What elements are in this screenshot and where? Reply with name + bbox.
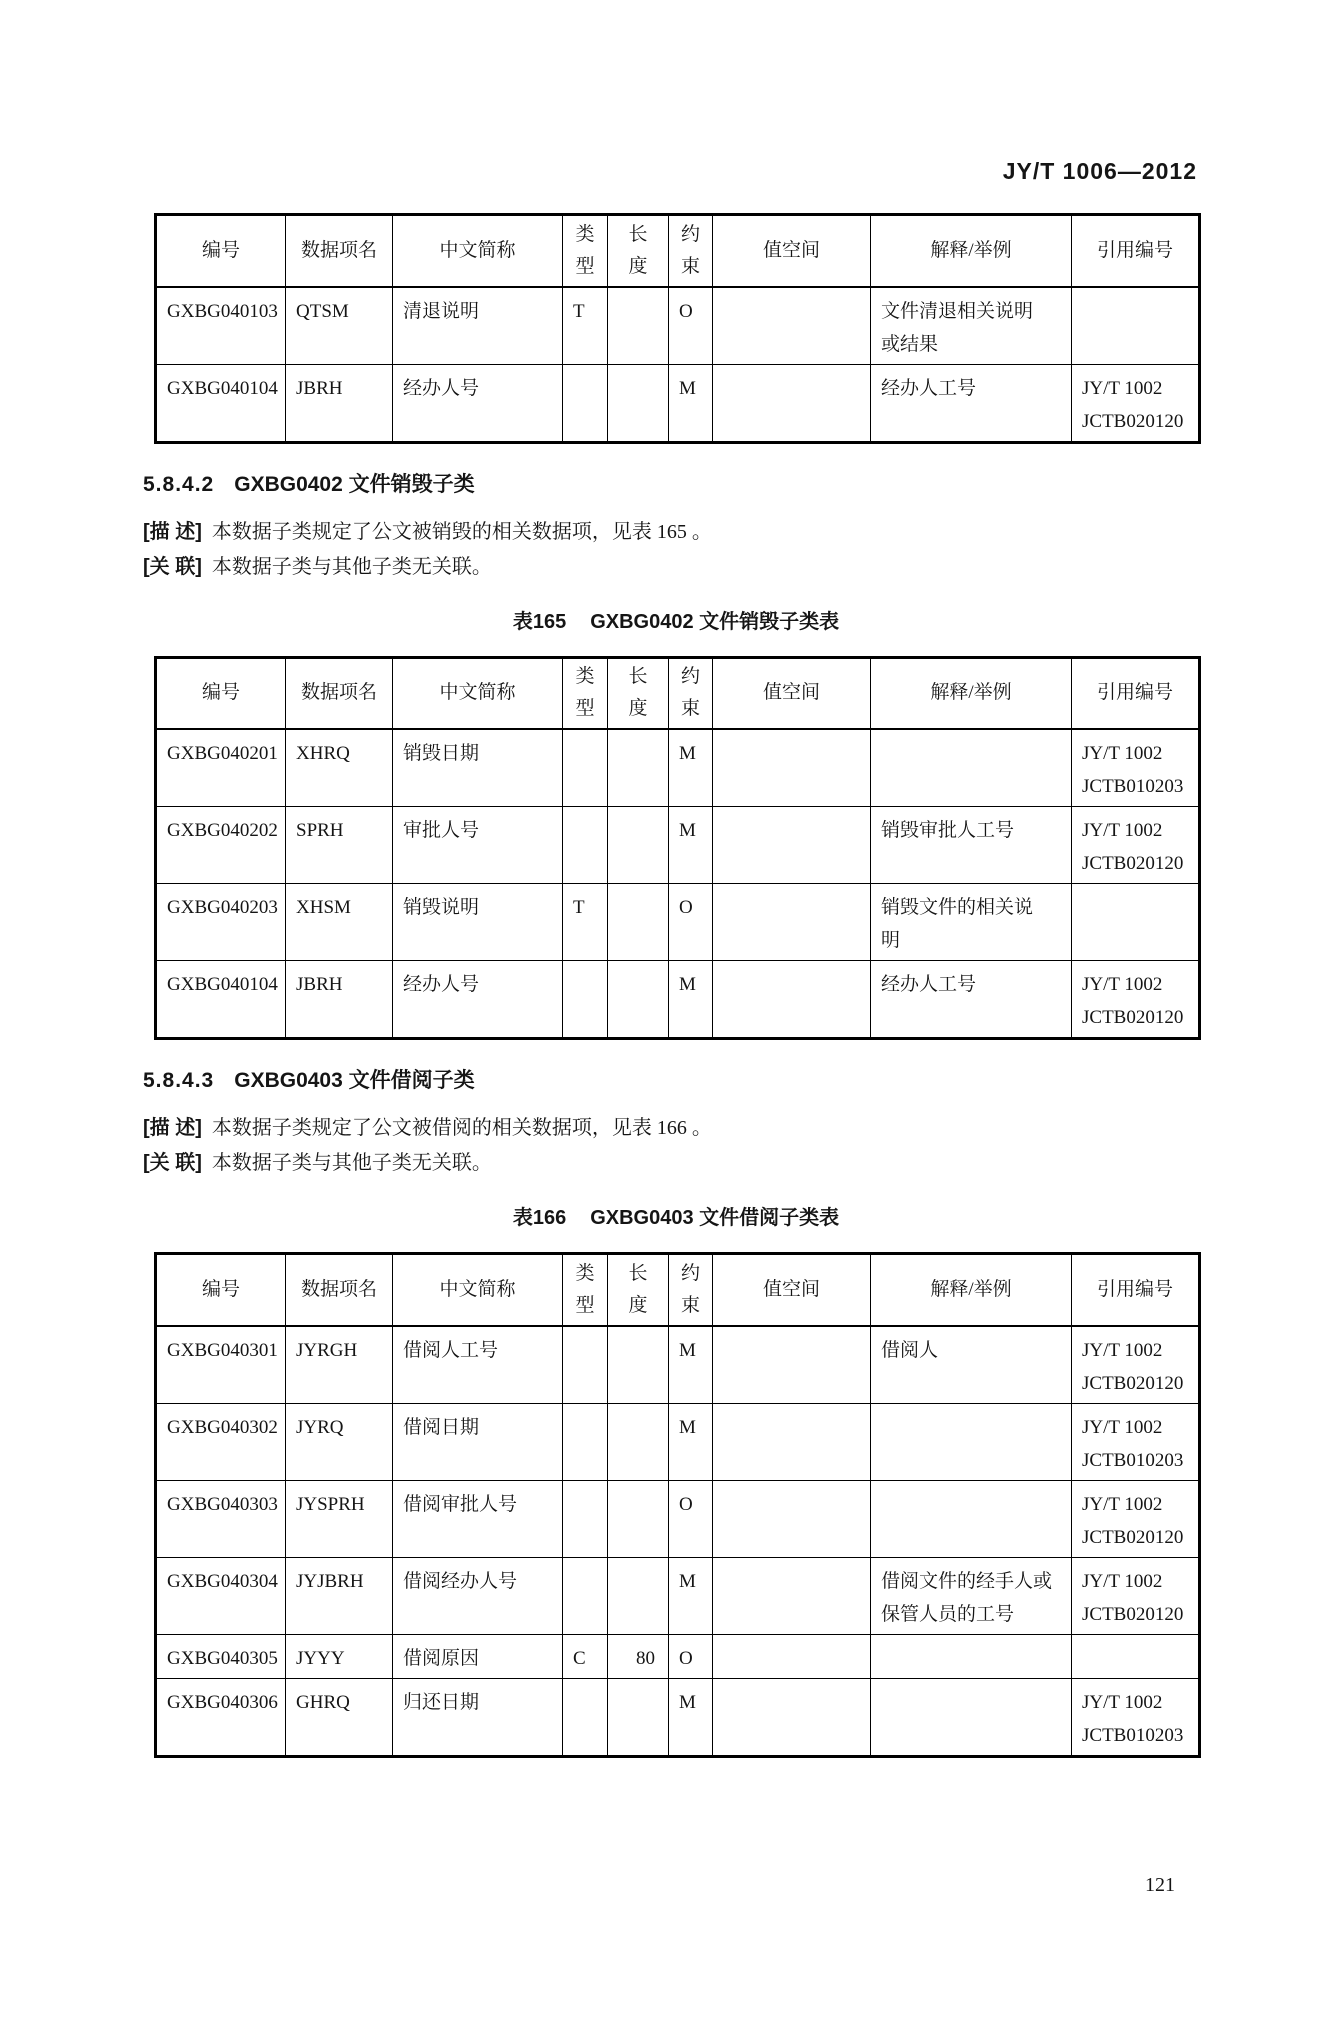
column-header: 编号	[156, 1254, 286, 1326]
table-row	[156, 364, 1200, 442]
table-cell: QTSM	[286, 287, 393, 365]
table-cell: C	[563, 1634, 608, 1678]
table-cell: XHSM	[286, 884, 393, 961]
table-cell: JY/T 1002 JCTB020120	[1072, 1480, 1200, 1557]
section-number: 5.8.4.2	[143, 472, 215, 496]
column-header: 解释/举例	[871, 1254, 1072, 1326]
table-cell: JY/T 1002 JCTB010203	[1072, 729, 1200, 807]
table-cell	[713, 1403, 871, 1480]
table-cell: 销毁文件的相关说 明	[871, 884, 1072, 961]
table-cell	[1072, 884, 1200, 961]
table-cell	[608, 1557, 669, 1634]
table-cell: 借阅经办人号	[393, 1557, 563, 1634]
table-cell	[871, 1634, 1072, 1678]
table-cell	[1072, 287, 1200, 365]
table-cell	[563, 729, 608, 807]
table-cell: GXBG040202	[156, 807, 286, 884]
description-text: 本数据子类规定了公文被借阅的相关数据项，见表 166 。	[211, 1117, 712, 1139]
relation-text: 本数据子类与其他子类无关联。	[211, 1152, 492, 1174]
table-row	[156, 729, 1200, 807]
table-cell	[563, 1480, 608, 1557]
table-cell: JY/T 1002 JCTB020120	[1072, 1326, 1200, 1404]
column-header: 约 束	[669, 1254, 713, 1326]
table-cell: JY/T 1002 JCTB020120	[1072, 961, 1200, 1039]
table-cell: GXBG040103	[156, 287, 286, 365]
table-header-row	[156, 657, 1200, 729]
table-cell: GXBG040303	[156, 1480, 286, 1557]
table-cell: M	[669, 961, 713, 1039]
table-cell	[608, 1480, 669, 1557]
table-cell	[713, 1326, 871, 1404]
table-cell: O	[669, 287, 713, 365]
table-cell: M	[669, 729, 713, 807]
table-row	[156, 807, 1200, 884]
page-number: 121	[1145, 1874, 1175, 1896]
table-row	[156, 1634, 1200, 1678]
table-cell	[563, 1678, 608, 1756]
table-cell: JYRGH	[286, 1326, 393, 1404]
table-cell: 文件清退相关说明 或结果	[871, 287, 1072, 365]
column-header: 编号	[156, 657, 286, 729]
table-cell: GXBG040104	[156, 364, 286, 442]
standard-number-header: JY/T 1006—2012	[1002, 158, 1197, 184]
table-cell: JYJBRH	[286, 1557, 393, 1634]
description-label: [描 述]	[143, 520, 202, 543]
table-cell: GXBG040201	[156, 729, 286, 807]
table-cell: GXBG040306	[156, 1678, 286, 1756]
table-cell: XHRQ	[286, 729, 393, 807]
table-cell: 借阅人	[871, 1326, 1072, 1404]
table-cell: 销毁说明	[393, 884, 563, 961]
relation-text: 本数据子类与其他子类无关联。	[211, 555, 492, 578]
section-title: GXBG0402 文件销毁子类	[234, 472, 475, 496]
table-cell: GXBG040301	[156, 1326, 286, 1404]
section-number: 5.8.4.3	[143, 1069, 215, 1092]
table-header-row	[156, 1254, 1200, 1326]
table-row	[156, 1557, 1200, 1634]
table-cell: JBRH	[286, 364, 393, 442]
table-cell: 经办人工号	[871, 961, 1072, 1039]
table-cell	[608, 729, 669, 807]
table-cell	[713, 807, 871, 884]
table-cell	[563, 1326, 608, 1404]
column-header: 数据项名	[286, 215, 393, 287]
table-cell: 经办人工号	[871, 364, 1072, 442]
table-cell	[563, 961, 608, 1039]
table-cell: M	[669, 1403, 713, 1480]
column-header: 编号	[156, 215, 286, 287]
table-cell: M	[669, 1326, 713, 1404]
table-cell: GXBG040304	[156, 1557, 286, 1634]
column-header: 长 度	[608, 1254, 669, 1326]
table-cell: O	[669, 1480, 713, 1557]
table-cell: JYYY	[286, 1634, 393, 1678]
table-166	[154, 1252, 1201, 1758]
column-header: 引用编号	[1072, 1254, 1200, 1326]
table-cell: 清退说明	[393, 287, 563, 365]
description-line	[143, 1113, 1323, 1143]
relation-line	[143, 552, 1323, 582]
table-cell	[608, 1678, 669, 1756]
table-cell: 80	[608, 1634, 669, 1678]
table-cell: 归还日期	[393, 1678, 563, 1756]
table-cell	[871, 1480, 1072, 1557]
table-cell	[713, 1634, 871, 1678]
table-cell: 经办人号	[393, 961, 563, 1039]
column-header: 长 度	[608, 657, 669, 729]
table-cell	[713, 364, 871, 442]
table-cell	[713, 884, 871, 961]
description-line	[143, 517, 1323, 547]
table-cell	[608, 287, 669, 365]
column-header: 类 型	[563, 1254, 608, 1326]
column-header: 中文简称	[393, 215, 563, 287]
column-header: 数据项名	[286, 657, 393, 729]
table-cell	[1072, 1634, 1200, 1678]
relation-label: [关 联]	[143, 1152, 202, 1174]
table-cell: JYRQ	[286, 1403, 393, 1480]
table-cell: 借阅日期	[393, 1403, 563, 1480]
table-cell: JY/T 1002 JCTB010203	[1072, 1678, 1200, 1756]
table-cell	[608, 364, 669, 442]
table-cell	[713, 1480, 871, 1557]
table-cell	[713, 1678, 871, 1756]
table-cell	[563, 1557, 608, 1634]
table-cell: 经办人号	[393, 364, 563, 442]
table-cell: GXBG040305	[156, 1634, 286, 1678]
table-cell: GXBG040104	[156, 961, 286, 1039]
column-header: 解释/举例	[871, 657, 1072, 729]
table-cell: JY/T 1002 JCTB020120	[1072, 807, 1200, 884]
table-cell	[713, 1557, 871, 1634]
table-cell: 借阅文件的经手人或 保管人员的工号	[871, 1557, 1072, 1634]
table-cell: GHRQ	[286, 1678, 393, 1756]
table-row	[156, 1678, 1200, 1756]
table-cell: M	[669, 1678, 713, 1756]
table-caption-title: GXBG0402 文件销毁子类表	[590, 610, 840, 633]
table-cell	[713, 961, 871, 1039]
table-row	[156, 961, 1200, 1039]
table-row	[156, 1480, 1200, 1557]
table-166-caption	[154, 1204, 1198, 1232]
table-cell: GXBG040302	[156, 1403, 286, 1480]
table-cell: JY/T 1002 JCTB010203	[1072, 1403, 1200, 1480]
table-cell: T	[563, 287, 608, 365]
table-cell	[871, 1678, 1072, 1756]
column-header: 解释/举例	[871, 215, 1072, 287]
column-header: 值空间	[713, 215, 871, 287]
table-row	[156, 1403, 1200, 1480]
description-text: 本数据子类规定了公文被销毁的相关数据项，见表 165 。	[211, 520, 712, 543]
table-cell	[713, 729, 871, 807]
relation-label: [关 联]	[143, 555, 202, 578]
table-cell: T	[563, 884, 608, 961]
table-row	[156, 884, 1200, 961]
table-cell: GXBG040203	[156, 884, 286, 961]
column-header: 数据项名	[286, 1254, 393, 1326]
table-cell: 销毁审批人工号	[871, 807, 1072, 884]
column-header: 引用编号	[1072, 657, 1200, 729]
table-cell: JY/T 1002 JCTB020120	[1072, 1557, 1200, 1634]
table-cell: O	[669, 884, 713, 961]
table-cell: M	[669, 364, 713, 442]
table-cell	[563, 807, 608, 884]
table-cell	[608, 884, 669, 961]
continuation-table	[154, 213, 1201, 444]
column-header: 类 型	[563, 215, 608, 287]
table-caption-number: 表166	[512, 1207, 567, 1229]
column-header: 值空间	[713, 657, 871, 729]
table-cell: O	[669, 1634, 713, 1678]
table-cell	[608, 961, 669, 1039]
table-cell: 销毁日期	[393, 729, 563, 807]
table-cell: M	[669, 1557, 713, 1634]
table-cell: SPRH	[286, 807, 393, 884]
table-header-row	[156, 215, 1200, 287]
table-cell	[608, 1403, 669, 1480]
table-165	[154, 656, 1201, 1041]
table-cell: 借阅人工号	[393, 1326, 563, 1404]
relation-line	[143, 1148, 1323, 1178]
table-cell	[563, 364, 608, 442]
table-cell: 借阅原因	[393, 1634, 563, 1678]
column-header: 中文简称	[393, 1254, 563, 1326]
table-cell: 审批人号	[393, 807, 563, 884]
table-cell: JBRH	[286, 961, 393, 1039]
table-165-caption	[154, 608, 1198, 636]
table-cell: M	[669, 807, 713, 884]
section-heading-5-8-4-3	[143, 1066, 1323, 1096]
table-cell	[608, 1326, 669, 1404]
table-cell: JYSPRH	[286, 1480, 393, 1557]
column-header: 引用编号	[1072, 215, 1200, 287]
table-caption-title: GXBG0403 文件借阅子类表	[590, 1207, 840, 1229]
column-header: 中文简称	[393, 657, 563, 729]
table-cell	[713, 287, 871, 365]
table-cell	[608, 807, 669, 884]
table-cell	[871, 729, 1072, 807]
section-heading-5-8-4-2	[143, 470, 1323, 500]
description-label: [描 述]	[143, 1117, 202, 1139]
column-header: 值空间	[713, 1254, 871, 1326]
table-row	[156, 287, 1200, 365]
table-cell	[563, 1403, 608, 1480]
table-row	[156, 1326, 1200, 1404]
column-header: 约 束	[669, 657, 713, 729]
column-header: 长 度	[608, 215, 669, 287]
column-header: 类 型	[563, 657, 608, 729]
table-cell	[871, 1403, 1072, 1480]
table-cell: JY/T 1002 JCTB020120	[1072, 364, 1200, 442]
table-caption-number: 表165	[512, 610, 567, 633]
table-cell: 借阅审批人号	[393, 1480, 563, 1557]
section-title: GXBG0403 文件借阅子类	[234, 1069, 475, 1092]
column-header: 约 束	[669, 215, 713, 287]
